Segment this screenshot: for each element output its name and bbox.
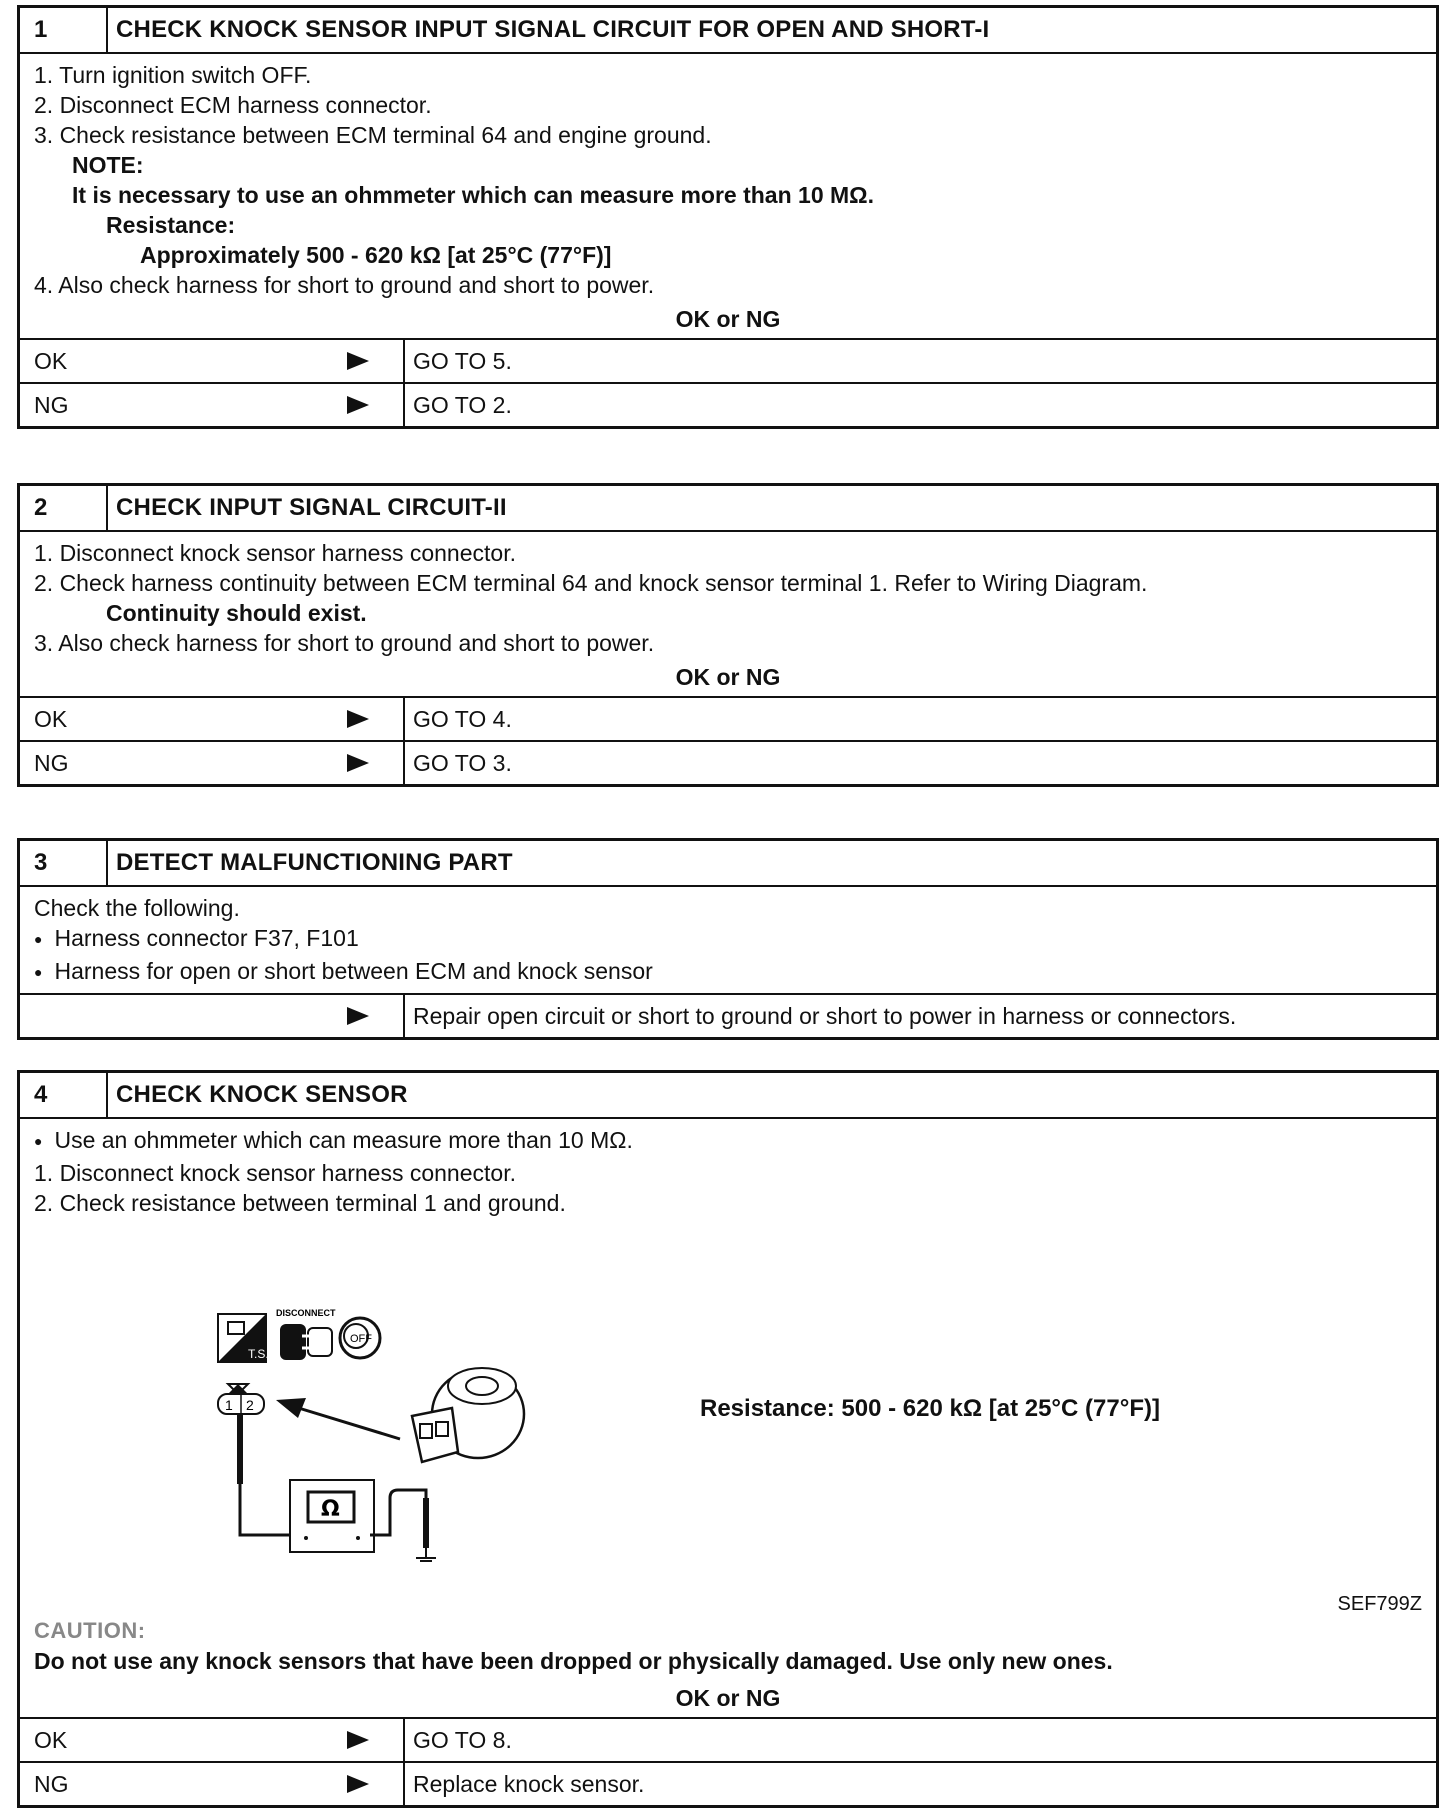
arrow-icon <box>276 1398 400 1439</box>
figure-code: SEF799Z <box>1337 1593 1422 1615</box>
step-4-header <box>20 1073 1436 1119</box>
ok-row <box>20 1717 1436 1761</box>
ok-or-ng-label: OK or NG <box>675 306 781 332</box>
instruction-line: 1. Disconnect knock sensor harness connector. <box>34 1160 516 1186</box>
ng-row <box>20 1761 1436 1805</box>
step-number: 1 <box>20 8 108 52</box>
step-3-header <box>20 841 1436 887</box>
ok-or-ng-label: OK or NG <box>675 1685 781 1711</box>
ignition-off-icon <box>340 1318 380 1358</box>
ng-label: NG <box>34 392 69 418</box>
terminal-1-label: 1 <box>225 1397 233 1413</box>
instruction-line: 2. Check resistance between terminal 1 and ground. <box>34 1190 566 1216</box>
ohm-symbol: Ω <box>321 1497 340 1522</box>
instruction-line: 1. Disconnect knock sensor harness connector. <box>34 540 516 566</box>
ng-action: Replace knock sensor. <box>413 1771 645 1797</box>
step-number: 2 <box>20 486 108 530</box>
step-2-body <box>20 532 1436 658</box>
ok-action: GO TO 8. <box>413 1727 512 1753</box>
ts-label: T.S. <box>248 1347 269 1361</box>
instruction-line: Check the following. <box>34 895 240 921</box>
caution-text: Do not use any knock sensors that have been dropped or physically damaged. Use only new ones. <box>34 1648 1113 1674</box>
arrow-right-icon <box>347 754 369 772</box>
ng-row <box>20 740 1436 784</box>
instruction-line: 4. Also check harness for short to ground and short to power. <box>34 272 655 298</box>
note-text: It is necessary to use an ohmmeter which can measure more than 10 MΩ. <box>72 182 875 208</box>
ok-label: OK <box>34 706 68 732</box>
ok-label: OK <box>34 1727 68 1753</box>
instruction-line: 2. Check harness continuity between ECM terminal 64 and knock sensor terminal 1. Refer to Wiring Diagram. <box>34 570 1148 596</box>
resistance-spec: Resistance: 500 - 620 kΩ [at 25°C (77°F)] <box>700 1395 1160 1422</box>
arrow-right-icon <box>347 710 369 728</box>
resistance-label: Resistance: <box>106 212 236 238</box>
instruction-line: 1. Turn ignition switch OFF. <box>34 62 312 88</box>
ok-action: GO TO 5. <box>413 348 512 374</box>
ok-row <box>20 696 1436 740</box>
repair-action: Repair open circuit or short to ground or short to power in harness or connectors. <box>413 1003 1237 1029</box>
bullet-item: ● Harness connector F37, F101 <box>34 923 1422 956</box>
instruction-line: 3. Check resistance between ECM terminal 64 and engine ground. <box>34 122 712 148</box>
disconnect-label: DISCONNECT <box>276 1308 336 1318</box>
ok-or-ng-label: OK or NG <box>675 664 781 690</box>
ok-label: OK <box>34 348 68 374</box>
step-2-block <box>17 483 1439 787</box>
step-4-body <box>20 1119 1436 1679</box>
instruction-line: 3. Also check harness for short to ground and short to power. <box>34 630 655 656</box>
step-number: 3 <box>20 841 108 885</box>
step-1-body <box>20 54 1436 300</box>
step-1-block <box>17 5 1439 429</box>
step-4-block <box>17 1070 1439 1808</box>
bullet-item: ● Harness for open or short between ECM and knock sensor <box>34 956 1422 989</box>
terminal-2-label: 2 <box>246 1397 254 1413</box>
off-label: OFF <box>350 1333 372 1345</box>
step-1-header <box>20 8 1436 54</box>
ng-row <box>20 382 1436 426</box>
step-3-block <box>17 838 1439 1040</box>
continuity-spec: Continuity should exist. <box>106 600 367 626</box>
arrow-right-icon <box>347 1007 369 1025</box>
ok-row <box>20 338 1436 382</box>
step-title: CHECK KNOCK SENSOR <box>116 1081 408 1108</box>
arrow-right-icon <box>347 1731 369 1749</box>
step-3-body <box>20 887 1436 993</box>
instruction-line: 2. Disconnect ECM harness connector. <box>34 92 432 118</box>
resistance-value: Approximately 500 - 620 kΩ [at 25°C (77°F)] <box>140 242 612 268</box>
harness-connector <box>218 1384 264 1414</box>
ohmmeter-circuit <box>237 1414 436 1561</box>
disconnect-icon <box>276 1308 336 1360</box>
ng-action: GO TO 3. <box>413 750 512 776</box>
bullet-item: ● Use an ohmmeter which can measure more than 10 MΩ. <box>34 1125 1422 1158</box>
arrow-right-icon <box>347 1775 369 1793</box>
step-title: CHECK INPUT SIGNAL CIRCUIT-II <box>116 494 507 521</box>
step-2-header <box>20 486 1436 532</box>
step-title: CHECK KNOCK SENSOR INPUT SIGNAL CIRCUIT FOR OPEN AND SHORT-I <box>116 16 990 43</box>
ok-action: GO TO 4. <box>413 706 512 732</box>
arrow-right-icon <box>347 352 369 370</box>
step-title: DETECT MALFUNCTIONING PART <box>116 849 513 876</box>
note-label: NOTE: <box>72 152 144 178</box>
caution-label: CAUTION: <box>34 1618 146 1643</box>
action-row <box>20 993 1436 1037</box>
ts-icon <box>218 1314 269 1362</box>
arrow-right-icon <box>347 396 369 414</box>
knock-sensor-diagram <box>190 1302 610 1562</box>
knock-sensor-icon <box>412 1368 524 1462</box>
ng-action: GO TO 2. <box>413 392 512 418</box>
ng-label: NG <box>34 1771 69 1797</box>
ng-label: NG <box>34 750 69 776</box>
step-number: 4 <box>20 1073 108 1117</box>
